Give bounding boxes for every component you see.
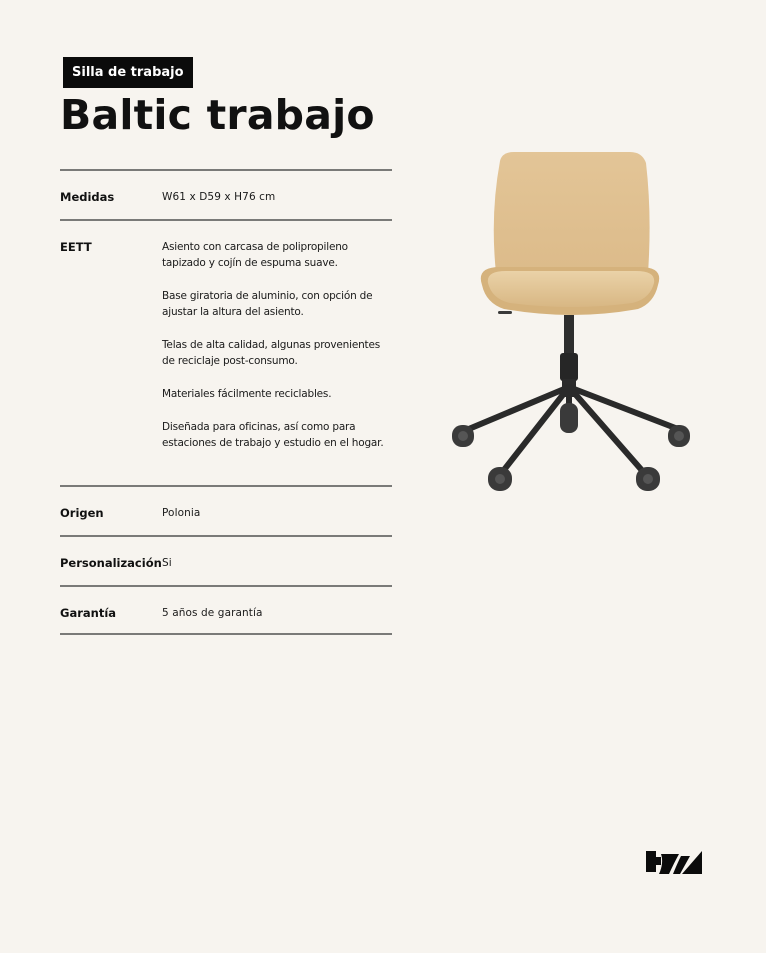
spec-paragraph: Base giratoria de aluminio, con opción de ajustar la altura del asiento. <box>162 290 373 318</box>
spec-row-eett <box>60 219 392 485</box>
spec-row-origen <box>60 485 392 535</box>
spec-value: Si <box>162 557 172 569</box>
spec-paragraph: Asiento con carcasa de polipropileno tapizado y cojín de espuma suave. <box>162 241 348 269</box>
spec-label: Personalización <box>60 556 162 570</box>
spec-table <box>60 169 392 635</box>
spec-row-personalizacion <box>60 535 392 585</box>
spec-label: Medidas <box>60 190 115 204</box>
spec-row-medidas <box>60 169 392 219</box>
spec-value: 5 años de garantía <box>162 607 263 619</box>
product-title: Baltic trabajo <box>60 91 375 139</box>
spec-paragraph: Diseñada para oficinas, así como para estaciones de trabajo y estudio en el hogar. <box>162 421 384 449</box>
spec-value: Polonia <box>162 507 201 519</box>
spec-paragraph: Telas de alta calidad, algunas provenientes de reciclaje post-consumo. <box>162 339 380 367</box>
spec-value-paragraphs <box>162 239 392 451</box>
spec-paragraph: Materiales fácilmente reciclables. <box>162 388 332 400</box>
spec-label: EETT <box>60 240 92 254</box>
spec-row-garantia <box>60 585 392 635</box>
spec-label: Garantía <box>60 606 117 620</box>
brand-logo-icon <box>646 850 702 875</box>
product-image-chair <box>442 145 702 505</box>
category-tag: Silla de trabajo <box>63 57 193 88</box>
spec-label: Origen <box>60 506 104 520</box>
spec-value: W61 x D59 x H76 cm <box>162 191 276 203</box>
